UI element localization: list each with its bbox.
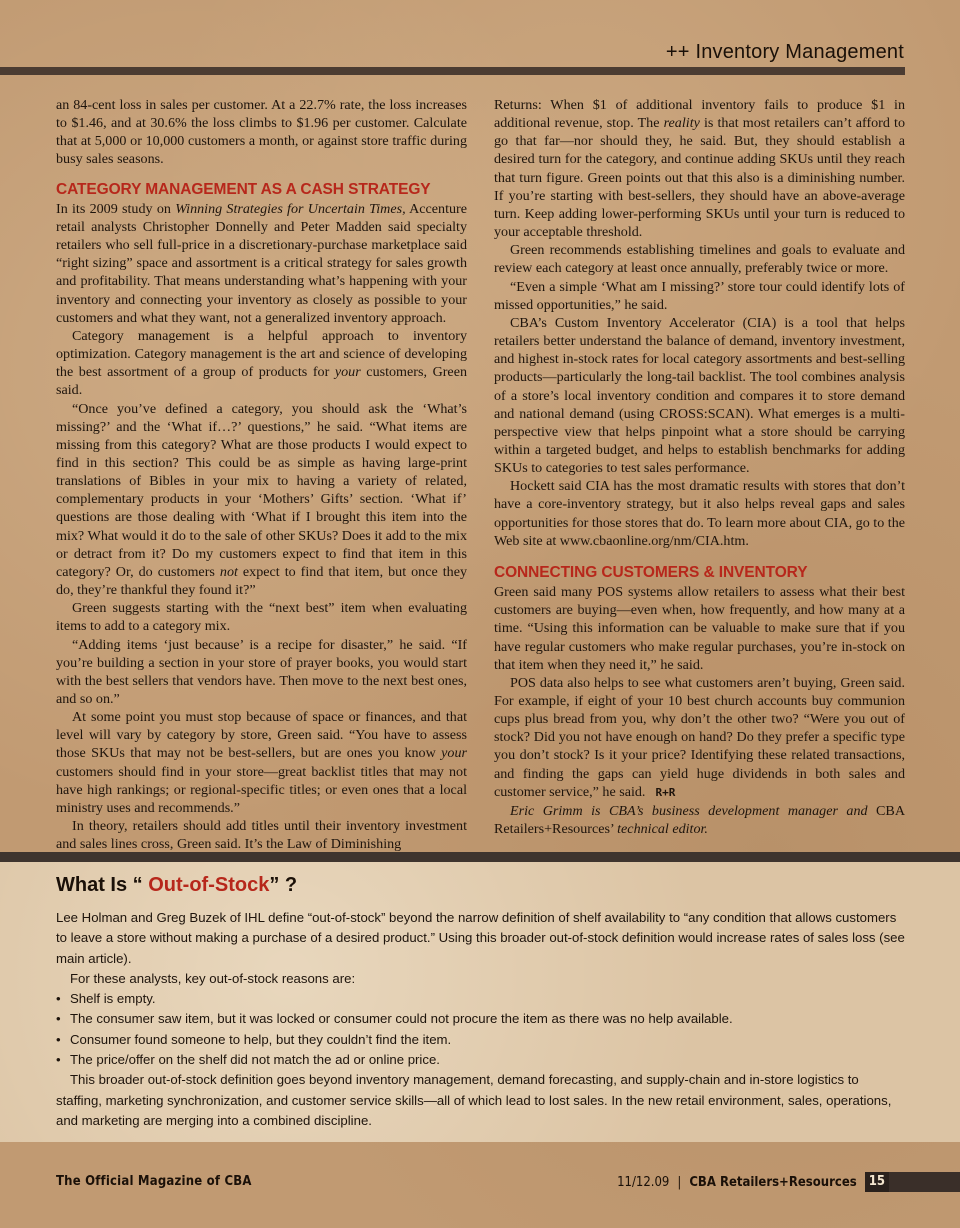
footer-rule xyxy=(889,1172,960,1192)
magazine-name: CBA Retailers+Resources xyxy=(689,1174,857,1190)
header-rule xyxy=(0,67,905,75)
end-mark: R+R xyxy=(655,785,676,799)
paragraph: Green recommends establishing timelines and goals to evaluate and review each category at least once annually, preferably twice or more. xyxy=(494,242,905,277)
sidebar-intro: Lee Holman and Greg Buzek of IHL define “out-of-stock” beyond the narrow definition of shelf availability to “any condition that allows customers to leave a store without making a purchase of a desired product.” Using this broader out-of-stock definition would increase rates of sales loss (see main article). xyxy=(56,910,905,966)
paragraph: Category management is a helpful approach to inventory optimization. Category management is the art and science of developing the best assortment of a group of products for your customers, Green said. xyxy=(56,327,467,399)
paragraph: “Once you’ve defined a category, you should ask the ‘What’s missing?’ and the ‘What if…?’ questions,” he said. “What items are missing from this category? What are those products I would expect to find in this section? This could be as simple as having large-print translations of Bibles in your mix to having a variety of related, complementary products in your ‘Mothers’ Gifts’ section. ‘What if’ questions are those dealing with ‘What if I brought this item into the mix? What would it do to the sale of other SKUs? Does it add to the mix or detract from it? Do my customers expect to find that item in this category? Or, do customers not expect to find that item, but once they do, they’re thankful they found it?” xyxy=(56,400,468,599)
footer-issue-info xyxy=(617,1172,889,1192)
page-number: 15 xyxy=(865,1172,889,1192)
paragraph: In its 2009 study on Winning Strategies for Uncertain Times, Accenture retail analysts Christopher Donnelly and Peter Madden said specialty retailers who sell full-price in a discretionary-purchase marketplace said “right sizing” space and assortment is a critical strategy for sales growth and profitability. That means understanding what’s happening with your inventory and connecting your inventory as closely as possible to your customers and what they want, not a generalized inventory approach. xyxy=(56,200,467,326)
article-column-left xyxy=(56,96,467,853)
footer-separator: | xyxy=(677,1174,682,1190)
author-bio: Eric Grimm is CBA’s business development manager and CBA Retailers+Resources’ technical editor. xyxy=(494,802,905,838)
sidebar-title: What Is “ Out-of-Stock” ? xyxy=(56,874,298,896)
paragraph-continued: Returns: When $1 of additional inventory fails to produce $1 in additional revenue, stop. The reality is that most retailers can’t afford to go that far—nor should they, he said. But, they should establish a desired turn for the category, and continue adding SKUs until they reach that turn figure. Green points out that this also is a diminishing number. If you’re starting with best-sellers, they should have an above-average turn. Keep adding lower-performing SKUs until your turn is reduced to your acceptable threshold. xyxy=(494,97,905,241)
list-item: • The consumer saw item, but it was locked or consumer could not procure the item as there was no help available. xyxy=(56,1009,906,1029)
heading-category-management: CATEGORY MANAGEMENT AS A CASH STRATEGY xyxy=(56,180,431,198)
list-item: • The price/offer on the shelf did not match the ad or online price. xyxy=(56,1050,906,1070)
sidebar-closing: This broader out-of-stock definition goes beyond inventory management, demand forecasting, and supply-chain and in-store logistics to staffing, marketing synchronization, and customer service skills—all of which lead to lost sales. In the new retail environment, sales, operations, and marketing are merging into a combined discipline. xyxy=(56,1072,892,1128)
reason-list xyxy=(56,989,906,1070)
sidebar-body xyxy=(56,908,906,1131)
paragraph: Green said many POS systems allow retailers to assess what their best customers are buying—even when, how frequently, and how many at a time. “Using this information can be valuable to make sure that if you have regular customers who make regular purchases, you’re in-stock on that item when they need it,” he said. xyxy=(494,584,905,673)
list-item: • Consumer found someone to help, but they couldn’t find the item. xyxy=(56,1030,906,1050)
heading-connecting-customers: CONNECTING CUSTOMERS & INVENTORY xyxy=(494,563,808,581)
paragraph: “Adding items ‘just because’ is a recipe for disaster,” he said. “If you’re building a section in your store of prayer books, you would start with the best sellers that vendors have. Then move to the next best ones, and so on.” xyxy=(56,636,467,707)
sidebar-lead: For these analysts, key out-of-stock reasons are: xyxy=(70,970,356,986)
paragraph: “Even a simple ‘What am I missing?’ store tour could identify lots of missed opportunities,” he said. xyxy=(494,278,905,313)
section-title: ++ Inventory Management xyxy=(665,41,904,63)
issue-date: 11/12.09 xyxy=(617,1174,670,1190)
sidebar-box-out-of-stock xyxy=(0,862,960,1142)
list-item: • Shelf is empty. xyxy=(56,989,906,1009)
paragraph: In theory, retailers should add titles until their inventory investment and sales lines cross, Green said. It’s the Law of Diminishing xyxy=(56,818,467,853)
paragraph-continued: an 84-cent loss in sales per customer. At a 22.7% rate, the loss increases to $1.46, and at 30.6% the loss climbs to $1.96 per customer. Calculate that at 5,000 or 10,000 customers a month, or against store traffic during busy sales seasons. xyxy=(56,97,467,168)
paragraph: Hockett said CIA has the most dramatic results with stores that don’t have a core-inventory strategy, but it also helps reveal gaps and sales opportunities for those stores that do. To learn more about CIA, go to the Web site at www.cbaonline.org/nm/CIA.htm. xyxy=(494,478,905,549)
paragraph: CBA’s Custom Inventory Accelerator (CIA) is a tool that helps retailers better understand the balance of demand, inventory investment, and highest in-stock rates for local category assortments and best-selling products—particularly the long-tail backlist. The tool combines analysis of a store’s local inventory condition and compares it to store demand and national demand (using CROSS:SCAN). What emerges is a multi-perspective view that helps pinpoint what a store should be carrying within a targeted budget, and helps to establish benchmarks for adding SKUs to categories to test sales performance. xyxy=(494,314,905,477)
footer-magazine-tagline: The Official Magazine of CBA xyxy=(56,1174,252,1189)
paragraph: At some point you must stop because of space or finances, and that level will vary by category by store, Green said. “You have to assess those SKUs that may not be best-sellers, but are ones you know your customers should find in your store—great backlist titles that may not have high rankings; or regional-specific titles; or even ones that a local ministry uses and recommends.” xyxy=(56,709,467,816)
sidebar-rule xyxy=(0,852,960,862)
paragraph: POS data also helps to see what customers aren’t buying, Green said. For example, if eight of your 10 best church accounts buy communion cups plus bread from you, why don’t the other two? “Were you out of stock? Did you not have enough on hand? Do they prefer a specific type you don’t stock? Is it your price? Identifying these related transactions, and finding the gaps can yield huge dividends in both sales and customer service,” he said. R+R xyxy=(494,674,905,800)
article-column-right xyxy=(494,96,905,838)
paragraph: Green suggests starting with the “next best” item when evaluating items to add to a category mix. xyxy=(56,600,467,635)
